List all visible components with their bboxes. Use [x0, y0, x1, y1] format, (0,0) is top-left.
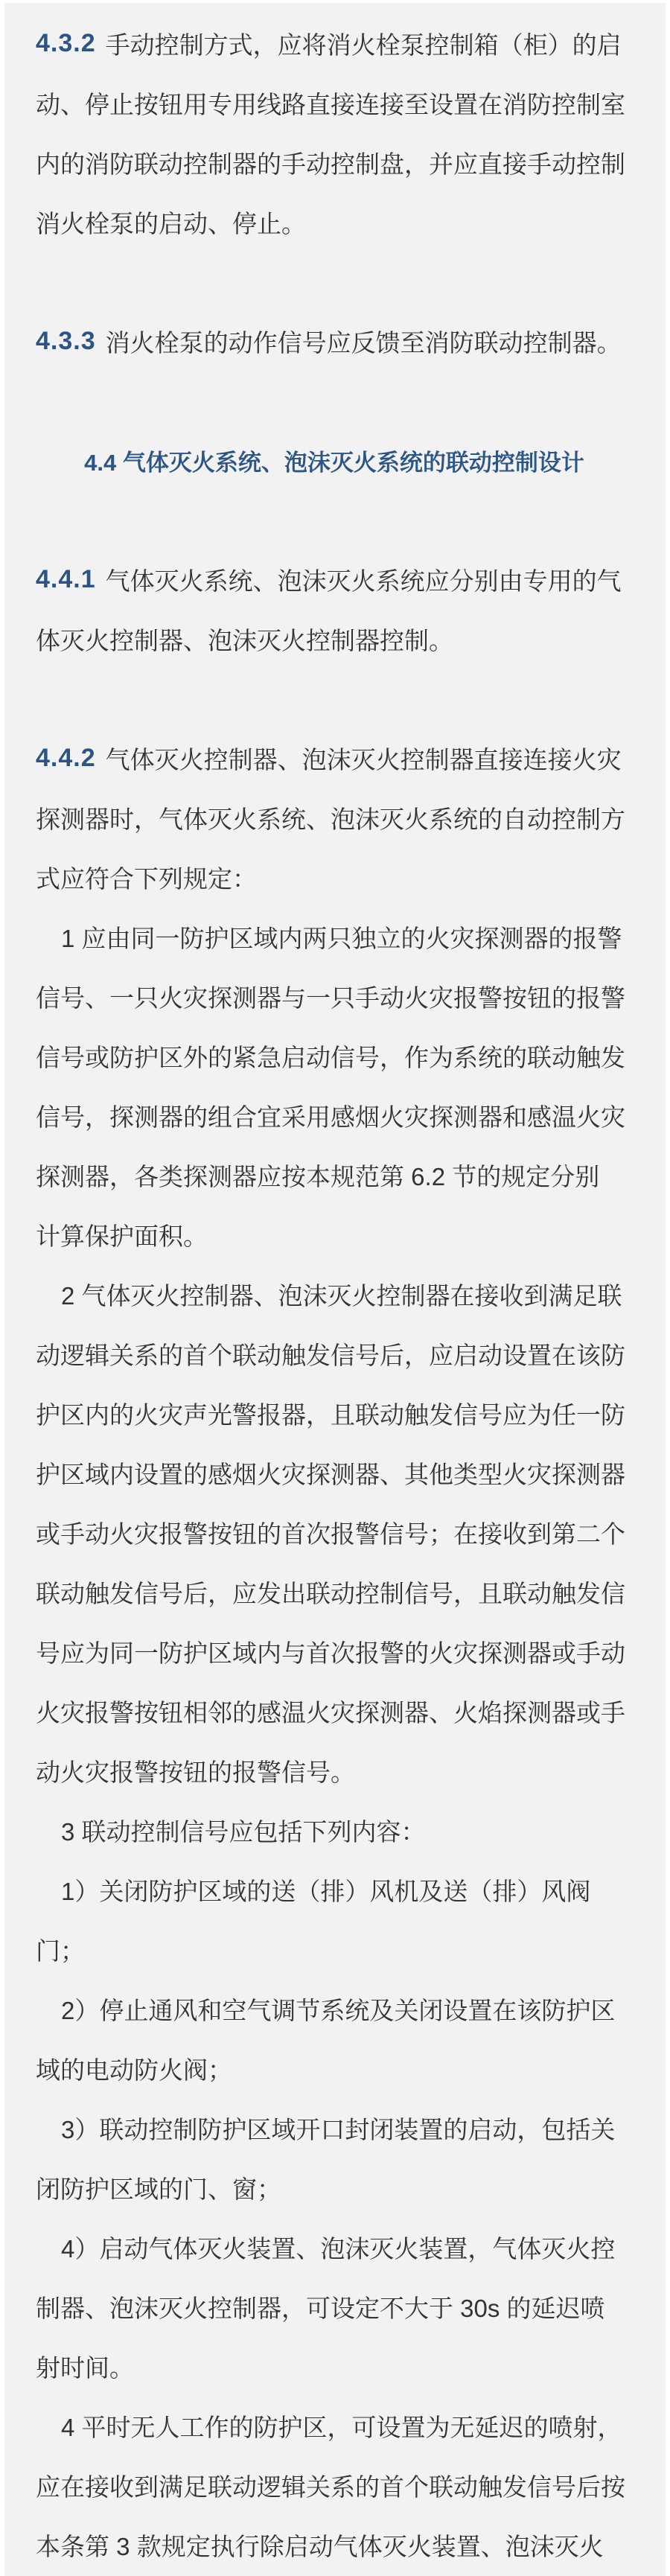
section-number: 4.4.1: [36, 564, 96, 593]
text-line: [36, 252, 633, 311]
text-line: [36, 1383, 633, 1443]
line-text: 体灭火控制器、泡沫灭火控制器控制。: [36, 626, 453, 654]
text-line: [36, 133, 633, 192]
text-line: [36, 430, 633, 490]
section-number: 4.3.2: [36, 28, 96, 57]
text-line: [36, 1741, 633, 1800]
line-text: 联动触发信号后，应发出联动控制信号，且联动触发信: [36, 1579, 625, 1607]
text-line: [36, 1026, 633, 1085]
line-text: 动逻辑关系的首个联动触发信号后，应启动设置在该防: [36, 1341, 625, 1369]
text-line: [36, 1443, 633, 1502]
text-line: [36, 192, 633, 252]
text-line: [36, 2396, 633, 2455]
line-text: 式应符合下列规定：: [36, 864, 257, 893]
line-text: 探测器，各类探测器应按本规范第 6.2 节的规定分别: [36, 1162, 600, 1190]
text-line: [36, 2515, 633, 2575]
line-text: 气体灭火系统、泡沫灭火系统应分别由专用的气: [105, 567, 622, 595]
text-line: [36, 1919, 633, 1979]
text-line: [36, 1622, 633, 1681]
text-line: [36, 966, 633, 1026]
line-text: 计算保护面积。: [36, 1222, 208, 1250]
text-line: [36, 847, 633, 907]
line-text: 内的消防联动控制器的手动控制盘，并应直接手动控制: [36, 150, 625, 178]
line-text: 护区内的火灾声光警报器，且联动触发信号应为任一防: [36, 1400, 625, 1429]
line-text: 射时间。: [36, 2353, 134, 2382]
line-text: 域的电动防火阀；: [36, 2056, 232, 2084]
text-line: [36, 2038, 633, 2098]
line-text: 信号，探测器的组合宜采用感烟火灾探测器和感温火灾: [36, 1103, 625, 1131]
text-line: [36, 2217, 633, 2277]
line-text: 手动控制方式，应将消火栓泵控制箱（柜）的启: [105, 31, 622, 59]
text-line: [36, 669, 633, 728]
line-text: 2 气体灭火控制器、泡沫灭火控制器在接收到满足联: [61, 1281, 622, 1310]
text-line: [36, 2158, 633, 2217]
line-text: 或手动火灾报警按钮的首次报警信号；在接收到第二个: [36, 1520, 625, 1548]
text-line: [36, 311, 633, 371]
text-line: [36, 2098, 633, 2158]
line-text: 制器、泡沫灭火控制器，可设定不大于 30s 的延迟喷: [36, 2294, 605, 2322]
text-line: [36, 1681, 633, 1741]
text-line: [36, 13, 633, 73]
line-text: 1）关闭防护区域的送（排）风机及送（排）风阀: [61, 1877, 591, 1905]
text-line: [36, 1800, 633, 1860]
text-line: [36, 1979, 633, 2038]
line-text: 1 应由同一防护区域内两只独立的火灾探测器的报警: [61, 924, 622, 952]
line-text: 应在接收到满足联动逻辑关系的首个联动触发信号后按: [36, 2473, 625, 2501]
line-text: 号应为同一防护区域内与首次报警的火灾探测器或手动: [36, 1639, 625, 1667]
line-text: 气体灭火控制器、泡沫灭火控制器直接连接火灾: [105, 745, 622, 774]
line-text: 4）启动气体灭火装置、泡沫灭火装置，气体灭火控: [61, 2234, 616, 2263]
text-line: [36, 73, 633, 133]
text-line: [36, 2277, 633, 2336]
line-text: 4.4 气体灭火系统、泡沫灭火系统的联动控制设计: [84, 449, 584, 476]
line-text: 消火栓泵的动作信号应反馈至消防联动控制器。: [105, 328, 622, 357]
text-line: [36, 907, 633, 966]
text-line: [36, 1205, 633, 1264]
section-number: 4.3.3: [36, 326, 96, 355]
line-text: 门；: [36, 1936, 85, 1965]
text-line: [36, 1264, 633, 1324]
line-text: 护区域内设置的感烟火灾探测器、其他类型火灾探测器: [36, 1460, 625, 1488]
page-background: [4, 3, 666, 2576]
text-line: [36, 1502, 633, 1562]
text-line: [36, 1145, 633, 1205]
line-text: 信号、一只火灾探测器与一只手动火灾报警按钮的报警: [36, 983, 625, 1012]
line-text: 探测器时，气体灭火系统、泡沫灭火系统的自动控制方: [36, 805, 625, 833]
text-line: [36, 1860, 633, 1919]
text-line: [36, 2336, 633, 2396]
line-text: 信号或防护区外的紧急启动信号，作为系统的联动触发: [36, 1043, 625, 1071]
line-text: 4 平时无人工作的防护区，可设置为无延迟的喷射，: [61, 2413, 622, 2441]
text-line: [36, 1324, 633, 1383]
line-text: 火灾报警按钮相邻的感温火灾探测器、火焰探测器或手: [36, 1698, 625, 1727]
line-text: 动、停止按钮用专用线路直接连接至设置在消防控制室: [36, 90, 625, 118]
line-text: 本条第 3 款规定执行除启动气体灭火装置、泡沫灭火: [36, 2532, 604, 2560]
text-line: [36, 371, 633, 430]
line-text: 2）停止通风和空气调节系统及关闭设置在该防护区: [61, 1996, 616, 2024]
line-text: 3 联动控制信号应包括下列内容：: [61, 1817, 426, 1846]
text-line: [36, 728, 633, 788]
text-line: [36, 1085, 633, 1145]
section-number: 4.4.2: [36, 743, 96, 772]
text-line: [36, 490, 633, 549]
text-line: [36, 788, 633, 847]
line-text: 闭防护区域的门、窗；: [36, 2175, 281, 2203]
line-text: 动火灾报警按钮的报警信号。: [36, 1758, 355, 1786]
line-text: 3）联动控制防护区域开口封闭装置的启动，包括关: [61, 2115, 616, 2143]
text-line: [36, 549, 633, 609]
text-line: [36, 609, 633, 669]
text-line: [36, 2455, 633, 2515]
line-text: 消火栓泵的启动、停止。: [36, 209, 306, 237]
text-line: [36, 1562, 633, 1622]
document-content: [36, 13, 633, 2575]
